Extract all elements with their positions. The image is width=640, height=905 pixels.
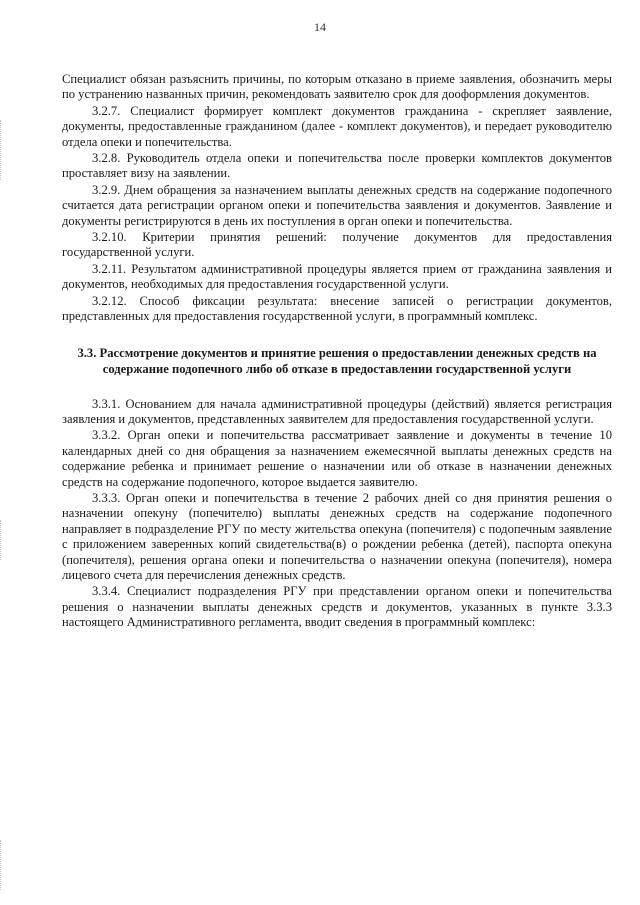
paragraph: 3.3.1. Основанием для начала административной процедуры (действий) является регистрация заявления и документов, представленных заявителем для предоставления государственной услуги. — [62, 396, 612, 426]
document-body — [62, 72, 612, 631]
scan-artifact — [0, 120, 15, 180]
paragraph: 3.2.7. Специалист формирует комплект документов гражданина - скрепляет заявление, документы, предоставленные гражданином (далее - комплект документов), и передает руководителю отдела опеки и попечительства. — [62, 103, 612, 149]
paragraph: Специалист обязан разъяснить причины, по которым отказано в приеме заявления, обозначить меры по устранению названных причин, рекомендовать заявителю срок для дооформления документов. — [62, 72, 612, 102]
paragraph: 3.2.9. Днем обращения за назначением выплаты денежных средств на содержание подопечного считается дата регистрации органом опеки и попечительства заявления и документов. Заявление и документы регистрируются в день их поступления в орган опеки и попечительства. — [62, 182, 612, 228]
page-number: 14 — [314, 20, 326, 34]
scan-artifact — [0, 840, 15, 890]
paragraph: 3.3.3. Орган опеки и попечительства в течение 2 рабочих дней со дня принятия решения о назначении опекуну (попечителю) выплаты денежных средств на содержание подопечного направляет в подразделение РГУ по месту жительства опекуна (попечителя) с подопечным заявление с приложением заверенных копий свидетельства(в) о рождении ребенка (детей), паспорта опекуна (попечителя), решения органа опеки и попечительства о назначении опекуна (попечителя), номера лицевого счета для перечисления денежных средств. — [62, 490, 612, 582]
paragraph: 3.2.10. Критерии принятия решений: получение документов для предоставления государственной услуги. — [62, 230, 612, 260]
scan-artifact — [0, 520, 15, 560]
section-heading: 3.3. Рассмотрение документов и принятие решения о предоставлении денежных средств на содержание подопечного либо об отказе в предоставлении государственной услуги — [77, 345, 597, 376]
paragraph: 3.3.2. Орган опеки и попечительства рассматривает заявление и документы в течение 10 календарных дней со дня обращения за назначением ежемесячной выплаты денежных средств на содержание ребенка и принимает решение о назначении или об отказе в назначении денежных средств на содержание подопечного, которое выдается заявителю. — [62, 428, 612, 489]
paragraph: 3.3.4. Специалист подразделения РГУ при представлении органом опеки и попечительства решения о назначении выплаты денежных средств и документов, указанных в пункте 3.3.3 настоящего Административного регламента, вводит сведения в программный комплекс: — [62, 584, 612, 630]
paragraph: 3.2.11. Результатом административной процедуры является прием от гражданина заявления и документов, необходимых для предоставления государственной услуги. — [62, 261, 612, 292]
paragraph: 3.2.8. Руководитель отдела опеки и попечительства после проверки комплектов документов проставляет визу на заявлении. — [62, 151, 612, 181]
paragraph: 3.2.12. Способ фиксации результата: внесение записей о регистрации документов, представленных для предоставления государственной услуги, в программный комплекс. — [62, 293, 612, 324]
